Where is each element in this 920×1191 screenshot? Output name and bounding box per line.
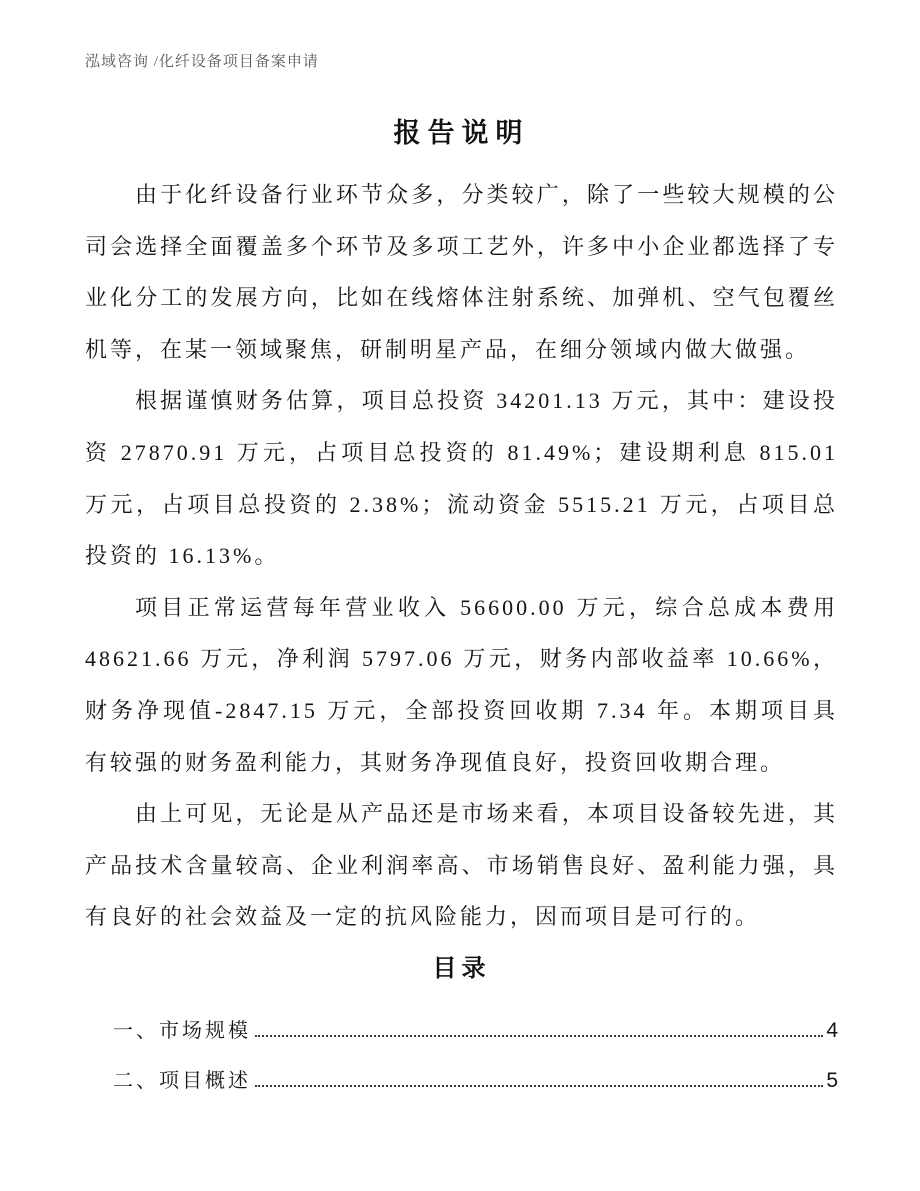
- toc-heading: 目录: [432, 955, 491, 982]
- report-paragraph: 由上可见，无论是从产品还是市场来看，本项目设备较先进，其产品技术含量较高、企业利润率高、市场销售良好、盈利能力强，具有良好的社会效益及一定的抗风险能力，因而项目是可行的。: [85, 801, 838, 930]
- report-paragraph: 根据谨慎财务估算，项目总投资 34201.13 万元，其中：建设投资 27870.91 万元，占项目总投资的 81.49%；建设期利息 815.01 万元，占项目总投资的 2.38%；流动资金 5515.21 万元，占项目总投资的 16.13%。: [85, 388, 838, 569]
- report-body: [85, 169, 838, 943]
- toc-entry-label: 一、市场规模: [113, 1019, 251, 1042]
- toc-dot-leader: [255, 1035, 823, 1037]
- toc-page-number: 5: [826, 1068, 838, 1092]
- toc-entry-project-overview[interactable]: [113, 1046, 838, 1096]
- toc-page-number: 4: [826, 1018, 838, 1042]
- report-paragraph: 由于化纤设备行业环节众多，分类较广，除了一些较大规模的公司会选择全面覆盖多个环节及多项工艺外，许多中小企业都选择了专业化分工的发展方向，比如在线熔体注射系统、加弹机、空气包覆丝机等，在某一领域聚焦，研制明星产品，在细分领域内做大做强。: [85, 182, 838, 362]
- toc-entry-market-size[interactable]: [113, 996, 838, 1046]
- toc-dot-leader: [255, 1085, 823, 1087]
- page-header-text: 泓域咨询 /化纤设备项目备案申请: [85, 54, 319, 70]
- table-of-contents: [85, 996, 838, 1096]
- report-paragraph: 项目正常运营每年营业收入 56600.00 万元，综合总成本费用 48621.66 万元，净利润 5797.06 万元，财务内部收益率 10.66%，财务净现值-2847.15 万元，全部投资回收期 7.34 年。本期项目具有较强的财务盈利能力，其财务净现值良好，投资回收期合理。: [85, 594, 838, 775]
- report-title: 报告说明: [393, 118, 530, 148]
- toc-entry-label: 二、项目概述: [113, 1069, 251, 1092]
